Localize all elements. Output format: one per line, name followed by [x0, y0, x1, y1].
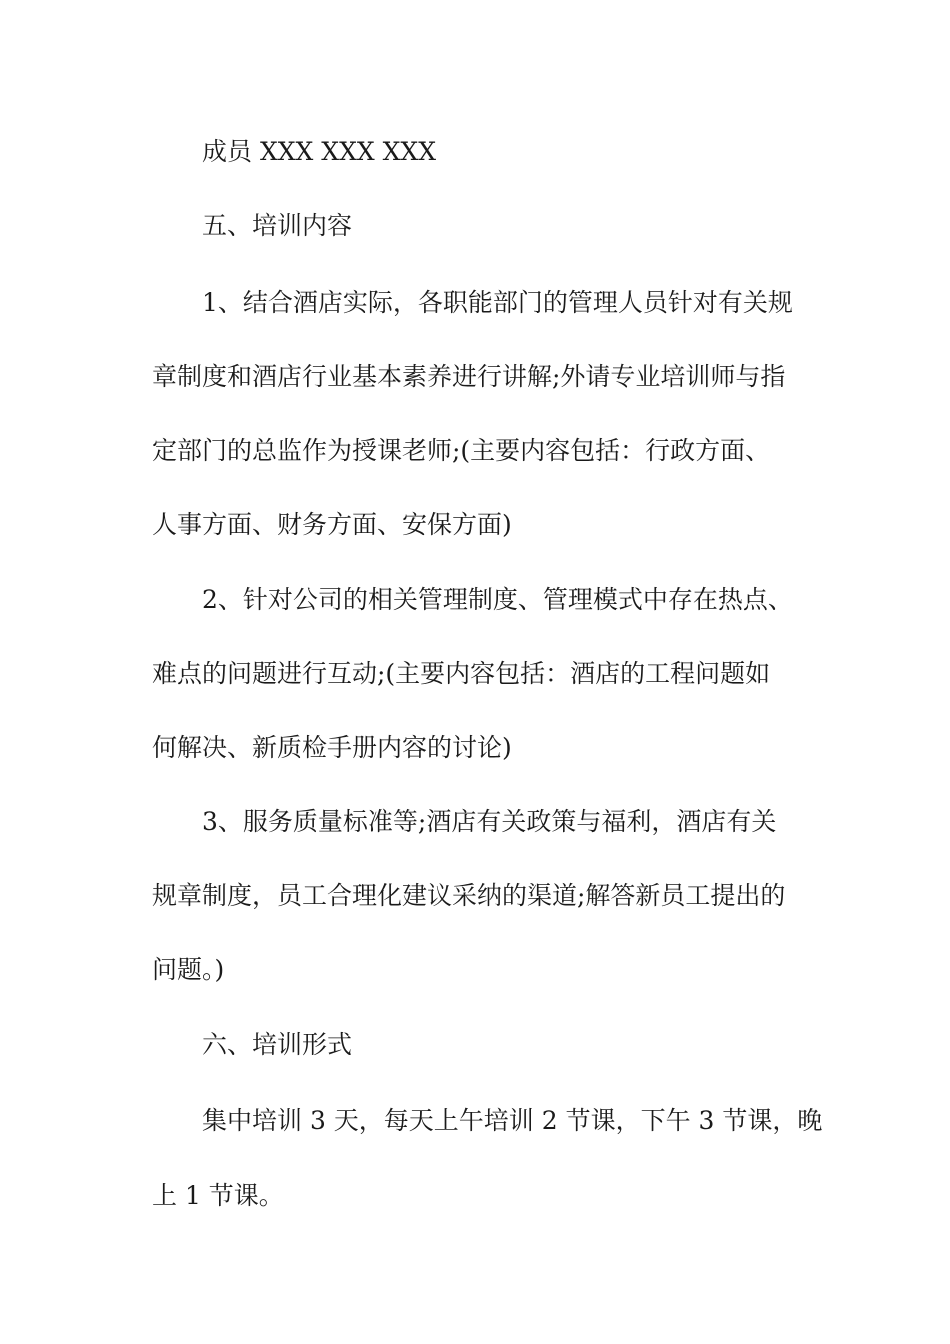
- paragraph-line: 规章制度，员工合理化建议采纳的渠道;解答新员工提出的: [152, 881, 786, 910]
- paragraph-line: 集中培训 3 天，每天上午培训 2 节课，下午 3 节课，晚: [202, 1106, 823, 1135]
- paragraph-line: 何解决、新质检手册内容的讨论): [152, 733, 512, 762]
- paragraph-line: 2、针对公司的相关管理制度、管理模式中存在热点、: [202, 585, 793, 614]
- paragraph-line: 1、结合酒店实际，各职能部门的管理人员针对有关规: [202, 288, 793, 317]
- paragraph-line: 上 1 节课。: [152, 1181, 284, 1210]
- paragraph-line: 难点的问题进行互动;(主要内容包括：酒店的工程问题如: [152, 659, 771, 688]
- paragraph-line: 章制度和酒店行业基本素养进行讲解;外请专业培训师与指: [152, 362, 786, 391]
- paragraph-line: 人事方面、财务方面、安保方面): [152, 510, 512, 539]
- paragraph-line: 3、服务质量标准等;酒店有关政策与福利，酒店有关: [202, 807, 777, 836]
- paragraph-line: 定部门的总监作为授课老师;(主要内容包括：行政方面、: [152, 436, 771, 465]
- section-heading-training-format: 六、培训形式: [202, 1030, 353, 1059]
- section-heading-training-content: 五、培训内容: [202, 211, 353, 240]
- members-line: 成员 XXX XXX XXX: [202, 137, 437, 166]
- paragraph-line: 问题。): [152, 955, 225, 984]
